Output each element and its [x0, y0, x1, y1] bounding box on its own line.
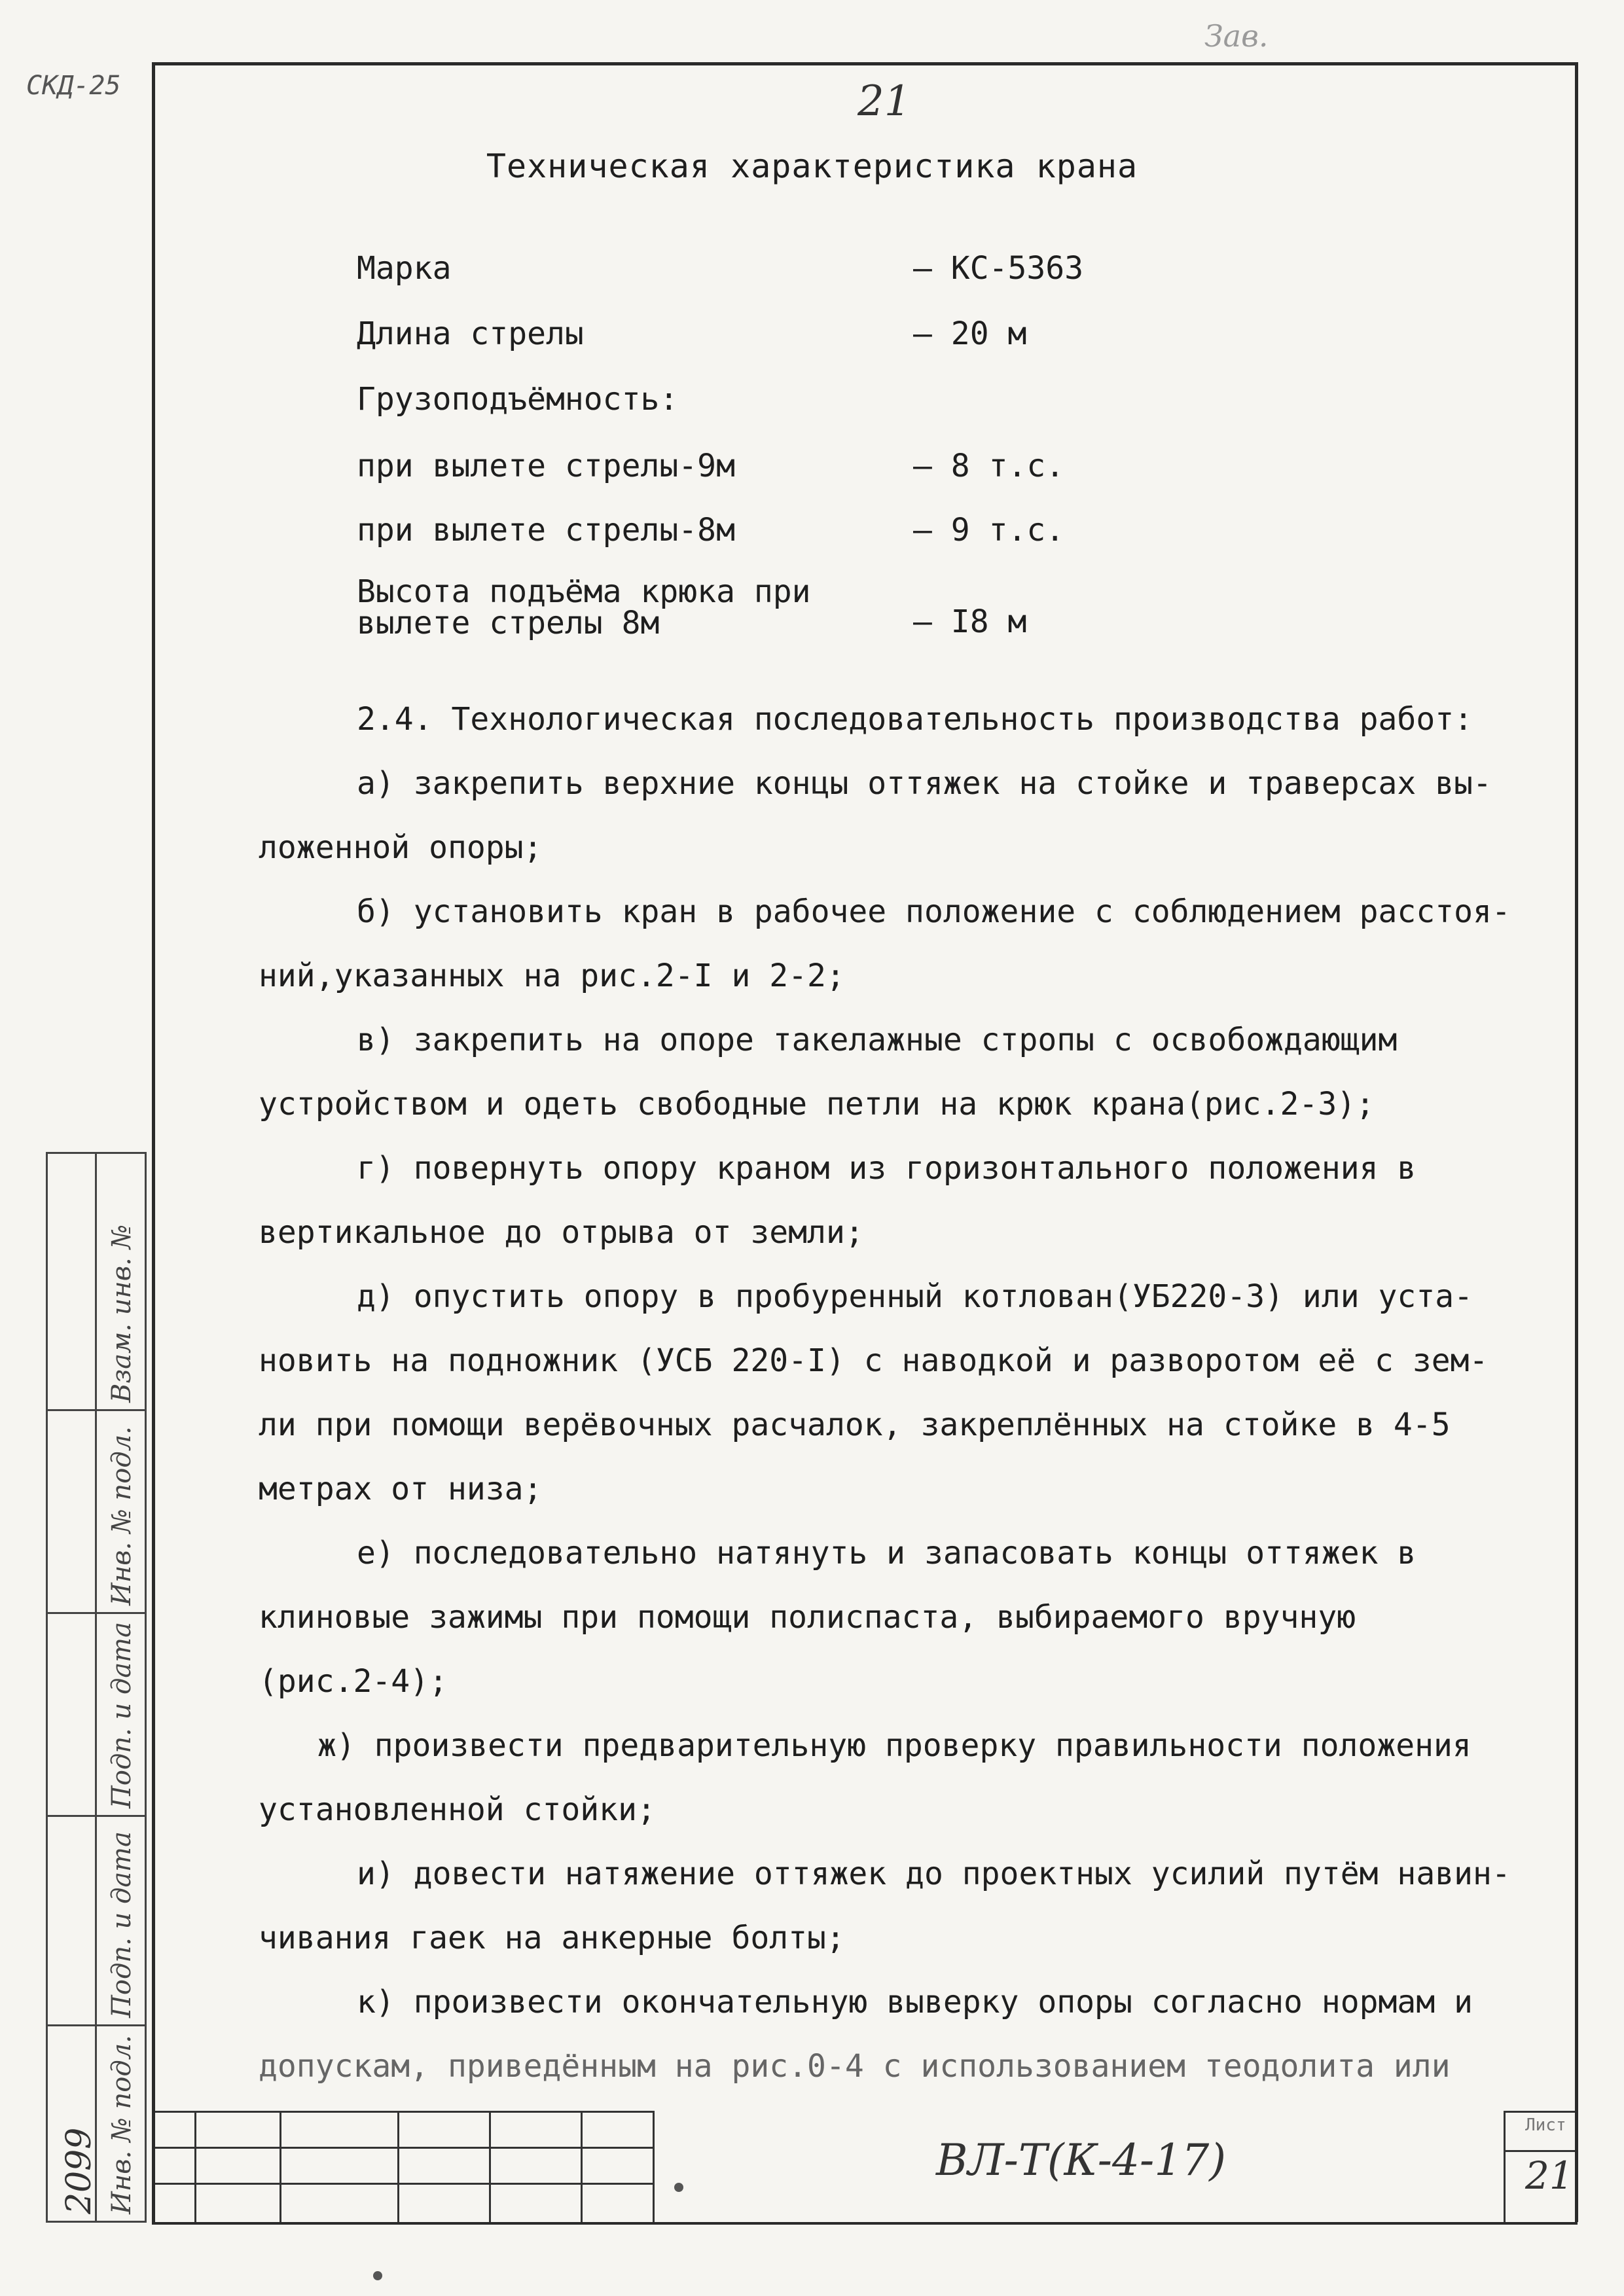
page-title: Техническая характеристика крана [486, 147, 1138, 185]
text-line: а) закрепить верхние концы оттяжек на стойке и траверсах вы- [357, 765, 1492, 802]
stamp-line [155, 2183, 653, 2185]
stamp-line [155, 2111, 653, 2113]
text-line: клиновые зажимы при помощи полиспаста, выбираемого вручную [259, 1599, 1356, 1636]
spec-row [357, 381, 1404, 420]
stamp-line [581, 2111, 583, 2222]
sheet-label: Лист [1525, 2115, 1566, 2135]
margin-divider [48, 2024, 145, 2026]
stamp-line [280, 2111, 281, 2222]
text-line: метрах от низа; [259, 1471, 543, 1507]
text-line: и) довести натяжение оттяжек до проектных усилий путём навин- [357, 1856, 1511, 1892]
text-line: новить на подножник (УСБ 220-I) с наводкой и разворотом её с зем- [259, 1342, 1489, 1379]
stamp-line [1504, 2111, 1506, 2222]
spec-row [357, 250, 1404, 289]
margin-field-label: Взам. инв. № [107, 1224, 137, 1403]
stamp-line [194, 2111, 196, 2222]
text-line: установленной стойки; [259, 1791, 656, 1828]
frame-bottom-border [152, 2222, 1578, 2225]
stamp-line [1504, 2150, 1575, 2152]
text-line: е) последовательно натянуть и запасовать концы оттяжек в [357, 1535, 1416, 1571]
text-line: чивания гаек на анкерные болты; [259, 1920, 845, 1956]
scan-mark [674, 2183, 683, 2192]
spec-value: – 20 м [913, 315, 1027, 352]
text-line: ложенной опоры; [259, 829, 543, 866]
margin-divider [48, 1612, 145, 1614]
margin-divider [95, 1154, 97, 2221]
text-line: (рис.2-4); [259, 1663, 448, 1700]
frame-top-border [152, 62, 1578, 65]
text-line: ли при помощи верёвочных расчалок, закреплённых на стойке в 4-5 [259, 1407, 1451, 1443]
spec-label [357, 573, 811, 641]
margin-field-label: Инв. № подл. [107, 1426, 137, 1605]
spec-label: при вылете стрелы-8м [357, 512, 735, 548]
spec-label-line: Высота подъёма крюка при [357, 573, 811, 610]
frame-right-border [1575, 62, 1578, 2222]
sheet-number: 21 [1525, 2153, 1574, 2198]
text-line: устройством и одеть свободные петли на крюк крана(рис.2-3); [259, 1086, 1375, 1122]
spec-label-line: вылете стрелы 8м [357, 605, 660, 641]
stamp-line [1504, 2111, 1575, 2113]
spec-value: – 9 т.с. [913, 512, 1065, 548]
margin-field-label: Подп. и дата [107, 1831, 137, 2018]
inventory-number: 2099 [60, 2127, 99, 2214]
text-line: ний,указанных на рис.2-I и 2-2; [259, 958, 845, 994]
corner-code: СКД-25 [26, 71, 121, 101]
text-line: ж) произвести предварительную проверку правильности положения [317, 1727, 1471, 1764]
spec-label: при вылете стрелы-9м [357, 448, 735, 484]
spec-value: – 8 т.с. [913, 448, 1065, 484]
spec-label: Грузоподъёмность: [357, 381, 679, 418]
margin-divider [48, 1815, 145, 1817]
spec-label: Марка [357, 250, 452, 287]
stamp-line [489, 2111, 491, 2222]
section-heading: 2.4. Технологическая последовательность производства работ: [357, 701, 1473, 738]
spec-value: – I8 м [913, 603, 1027, 640]
margin-field-label: Подп. и дата [107, 1622, 137, 1808]
text-line: в) закрепить на опоре такелажные стропы с освобождающим [357, 1022, 1398, 1058]
text-line: б) установить кран в рабочее положение с соблюдением расстоя- [357, 893, 1511, 930]
section-body [259, 687, 1542, 2098]
spec-row [357, 573, 1404, 648]
text-line: вертикальное до отрыва от земли; [259, 1214, 864, 1251]
scan-mark [373, 2271, 382, 2280]
spec-row [357, 315, 1404, 355]
text-line: д) опустить опору в пробуренный котлован(УБ220-3) или уста- [357, 1278, 1473, 1315]
spec-label: Длина стрелы [357, 315, 584, 352]
title-block [155, 2111, 1575, 2222]
top-handwritten-note: Зав. [1204, 18, 1269, 54]
margin-field-label: Инв. № подл. [107, 2035, 137, 2214]
stamp-line [653, 2111, 655, 2222]
spec-row [357, 448, 1404, 487]
spec-row [357, 512, 1404, 551]
stamp-line [155, 2147, 653, 2149]
frame-left-border [152, 62, 155, 2222]
text-line: допускам, приведённым на рис.0-4 с использованием теодолита или [259, 2048, 1451, 2085]
stamp-line [397, 2111, 399, 2222]
left-margin-stamp [46, 1152, 147, 2223]
text-line: к) произвести окончательную выверку опоры согласно нормам и [357, 1984, 1473, 2020]
margin-divider [48, 1409, 145, 1411]
page-number: 21 [857, 77, 911, 126]
spec-value: – КС-5363 [913, 250, 1084, 287]
document-code: ВЛ-Т(К-4-17) [936, 2135, 1227, 2185]
text-line: г) повернуть опору краном из горизонтального положения в [357, 1150, 1416, 1187]
